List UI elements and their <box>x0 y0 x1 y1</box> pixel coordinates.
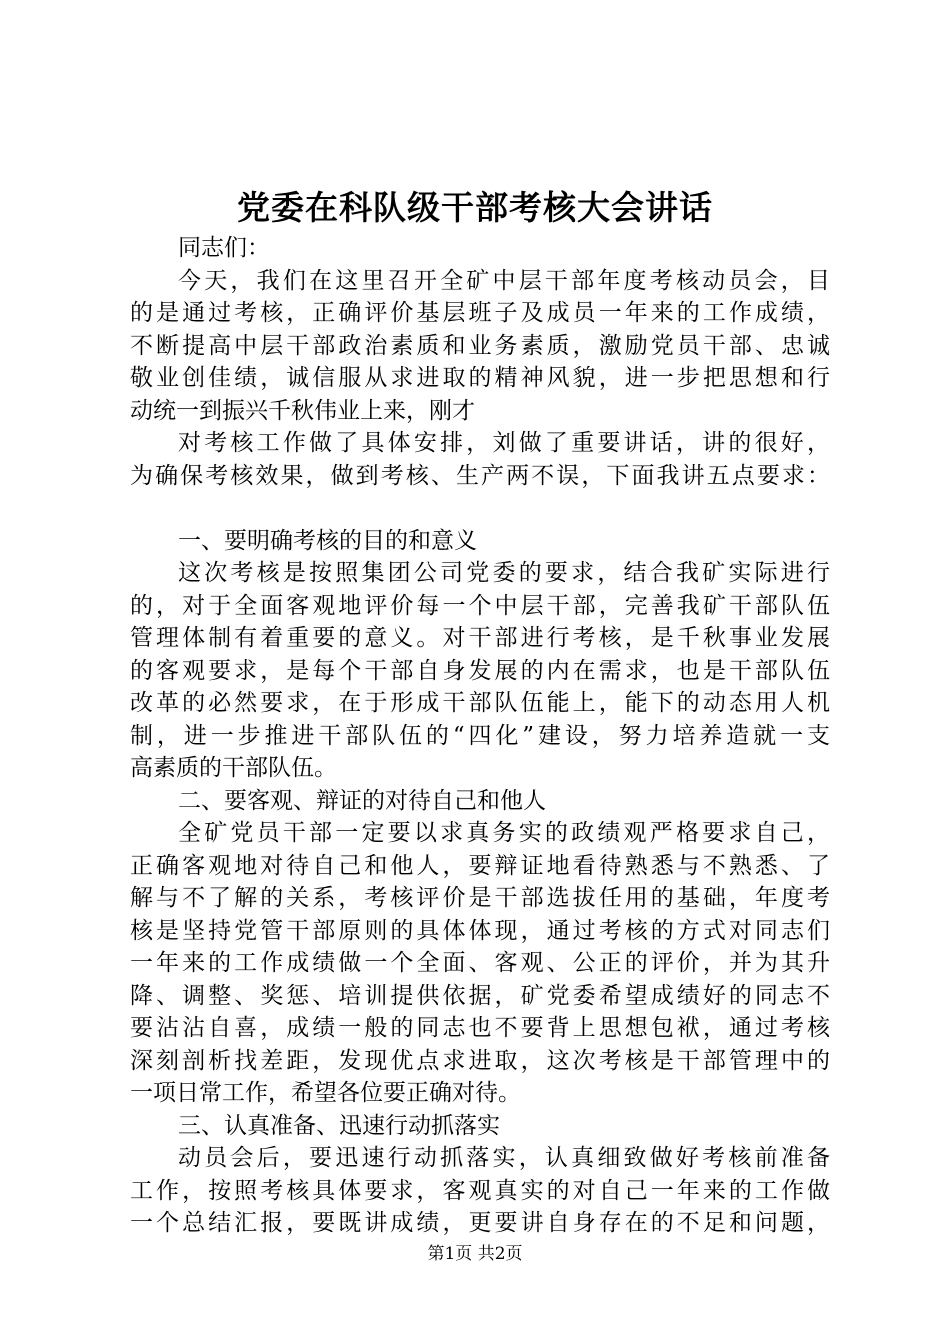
text-line: 一年来的工作成绩做一个全面、客观、公正的评价，并为其升 <box>130 950 830 976</box>
text-line: 核是坚持党管干部原则的具体体现，通过考核的方式对同志们 <box>130 917 830 944</box>
text-line: 不断提高中层干部政治素质和业务素质，激励党员干部、忠诚 <box>130 332 830 359</box>
text-line: 的客观要求，是每个干部自身发展的内在需求，也是干部队伍 <box>130 657 830 684</box>
text-line: 全矿党员干部一定要以求真务实的政绩观严格要求自己， <box>178 820 830 846</box>
document-body <box>130 232 830 1240</box>
text-line: 改革的必然要求，在于形成干部队伍能上，能下的动态用人机 <box>130 690 830 716</box>
text-line: 制，进一步推进干部队伍的“四化”建设，努力培养造就一支 <box>130 722 830 749</box>
text-line: 高素质的干部队伍。 <box>130 755 337 781</box>
text-line: 正确客观地对待自己和他人，要辩证地看待熟悉与不熟悉、了 <box>130 852 830 879</box>
text-line: 深刻剖析找差距，发现优点求进取，这次考核是干部管理中的 <box>130 1047 830 1074</box>
blank-line <box>130 492 830 525</box>
text-line: 一项日常工作，希望各位要正确对待。 <box>130 1080 521 1106</box>
text-line: 工作，按照考核具体要求，客观真实的对自己一年来的工作做 <box>130 1177 830 1204</box>
page-footer: 第1页 共2页 <box>427 1244 523 1264</box>
text-line: 的，对于全面客观地评价每一个中层干部，完善我矿干部队伍 <box>130 592 830 619</box>
text-line: 这次考核是按照集团公司党委的要求，结合我矿实际进行 <box>178 560 830 586</box>
text-line: 管理体制有着重要的意义。对干部进行考核，是千秋事业发展 <box>130 625 830 651</box>
text-line: 今天，我们在这里召开全矿中层干部年度考核动员会，目 <box>178 267 830 294</box>
text-line: 降、调整、奖惩、培训提供依据，矿党委希望成绩好的同志不 <box>130 982 830 1009</box>
text-line: 一、要明确考核的目的和意义 <box>178 527 477 554</box>
text-line: 动统一到振兴千秋伟业上来，刚才 <box>130 397 475 424</box>
text-line: 动员会后，要迅速行动抓落实，认真细致做好考核前准备 <box>178 1145 830 1171</box>
text-line: 二、要客观、辩证的对待自己和他人 <box>178 787 546 814</box>
text-line: 为确保考核效果，做到考核、生产两不误，下面我讲五点要求： <box>130 462 830 489</box>
text-line: 解与不了解的关系，考核评价是干部选拔任用的基础，年度考 <box>130 885 830 911</box>
text-line: 敬业创佳绩，诚信服从求进取的精神风貌，进一步把思想和行 <box>130 365 830 391</box>
text-line: 三、认真准备、迅速行动抓落实 <box>178 1112 500 1139</box>
text-line: 的是通过考核，正确评价基层班子及成员一年来的工作成绩， <box>130 300 830 326</box>
document-title: 党委在科队级干部考核大会讲话 <box>237 188 713 227</box>
text-line: 一个总结汇报，要既讲成绩，更要讲自身存在的不足和问题， <box>130 1210 830 1236</box>
text-line: 同志们： <box>178 235 270 261</box>
text-line: 要沾沾自喜，成绩一般的同志也不要背上思想包袱，通过考核 <box>130 1015 830 1041</box>
text-line: 对考核工作做了具体安排，刘做了重要讲话，讲的很好， <box>178 430 830 456</box>
